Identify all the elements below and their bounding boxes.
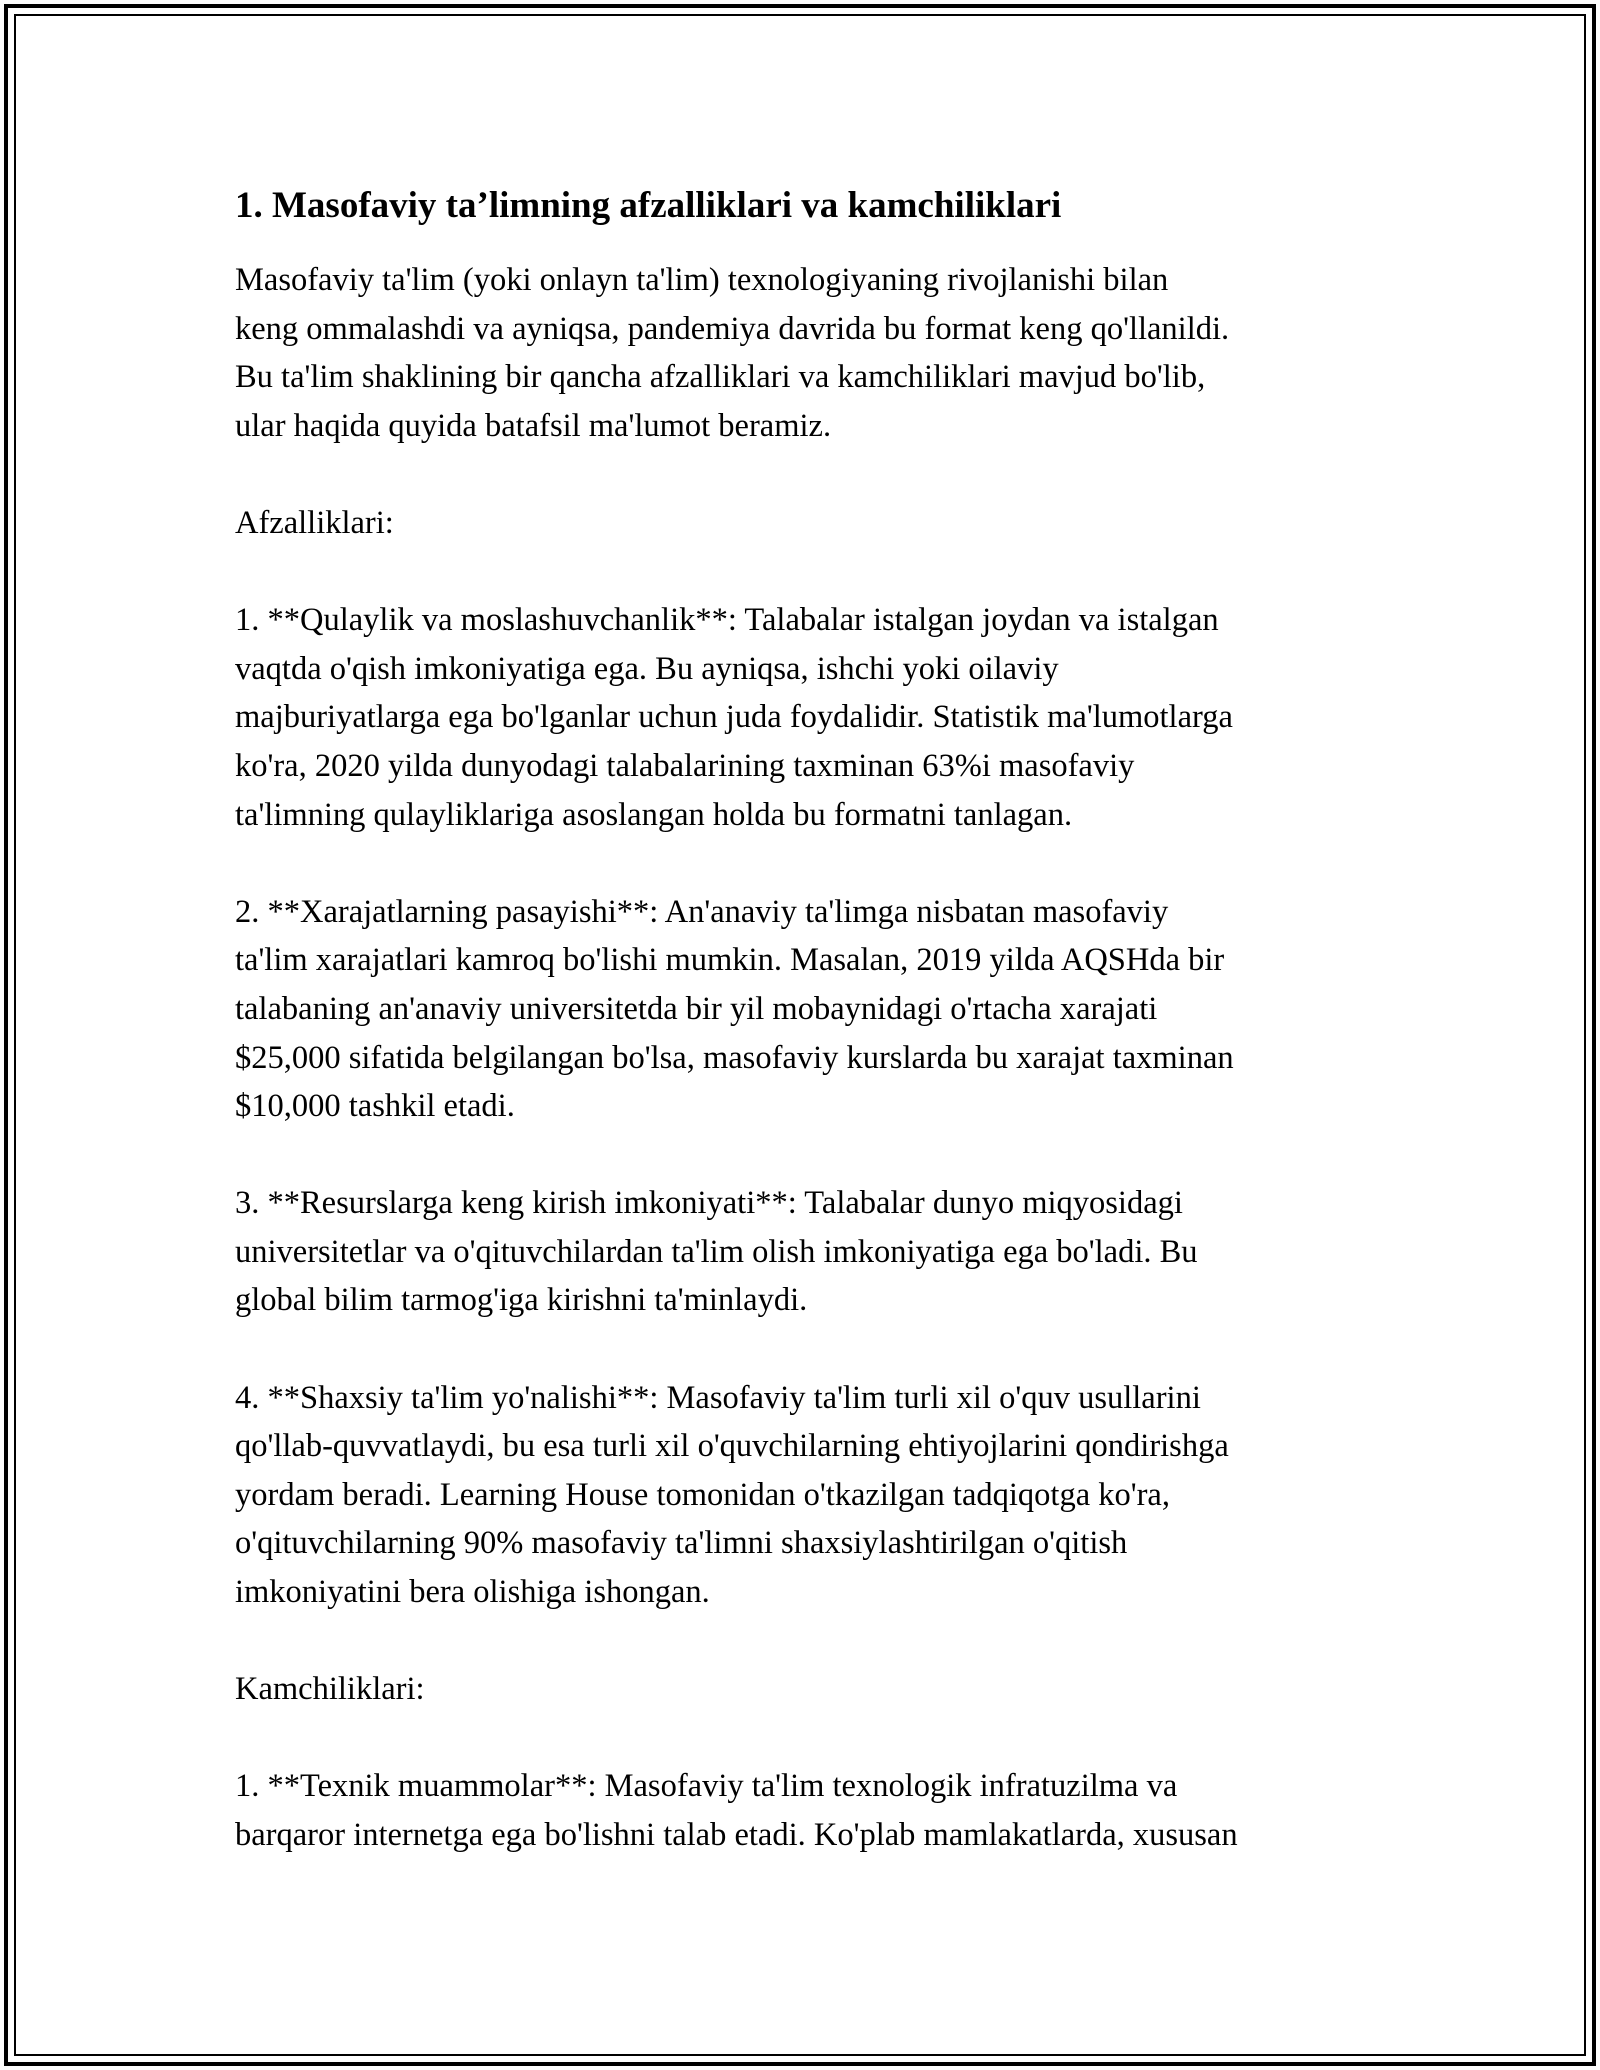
text-line: o'qituvchilarning 90% masofaviy ta'limni shaxsiylashtirilgan o'qitish bbox=[235, 1525, 1128, 1562]
advantage-item-1 bbox=[235, 596, 1385, 839]
text-line: 4. **Shaxsiy ta'lim yo'nalishi**: Masofaviy ta'lim turli xil o'quv usullarini bbox=[235, 1379, 1201, 1416]
text-line: 1. **Texnik muammolar**: Masofaviy ta'lim texnologik infratuzilma va bbox=[235, 1768, 1178, 1805]
text-line: keng ommalashdi va ayniqsa, pandemiya davrida bu format keng qo'llanildi. bbox=[235, 310, 1230, 347]
text-line: yordam beradi. Learning House tomonidan o'tkazilgan tadqiqotga ko'ra, bbox=[235, 1476, 1170, 1513]
text-line: vaqtda o'qish imkoniyatiga ega. Bu ayniqsa, ishchi yoki oilaviy bbox=[235, 650, 1059, 687]
text-line: 1. **Qulaylik va moslashuvchanlik**: Talabalar istalgan joydan va istalgan bbox=[235, 602, 1219, 639]
text-line: ta'lim xarajatlari kamroq bo'lishi mumkin. Masalan, 2019 yilda AQSHda bir bbox=[235, 942, 1225, 979]
text-line: Bu ta'lim shaklining bir qancha afzalliklari va kamchiliklari mavjud bo'lib, bbox=[235, 359, 1206, 396]
text-line: ko'ra, 2020 yilda dunyodagi talabalarining taxminan 63%i masofaviy bbox=[235, 747, 1135, 784]
text-line: qo'llab-quvvatlaydi, bu esa turli xil o'quvchilarning ehtiyojlarini qondirishga bbox=[235, 1428, 1229, 1465]
document-page bbox=[235, 182, 1385, 1908]
intro-paragraph bbox=[235, 256, 1385, 450]
text-line: $10,000 tashkil etadi. bbox=[235, 1088, 515, 1125]
text-line: $25,000 sifatida belgilangan bo'lsa, masofaviy kurslarda bu xarajat taxminan bbox=[235, 1039, 1234, 1076]
text-line: universitetlar va o'qituvchilardan ta'lim olish imkoniyatiga ega bo'ladi. Bu bbox=[235, 1233, 1198, 1270]
disadvantage-item-1 bbox=[235, 1762, 1385, 1859]
text-line: Masofaviy ta'lim (yoki onlayn ta'lim) texnologiyaning rivojlanishi bilan bbox=[235, 262, 1169, 298]
text-line: majburiyatlarga ega bo'lganlar uchun juda foydalidir. Statistik ma'lumotlarga bbox=[235, 699, 1233, 736]
text-line: 2. **Xarajatlarning pasayishi**: An'anaviy ta'limga nisbatan masofaviy bbox=[235, 893, 1169, 930]
text-line: ular haqida quyida batafsil ma'lumot beramiz. bbox=[235, 407, 832, 444]
text-line: global bilim tarmog'iga kirishni ta'minlaydi. bbox=[235, 1282, 808, 1319]
text-line: imkoniyatini bera olishiga ishongan. bbox=[235, 1574, 710, 1611]
text-line: barqaror internetga ega bo'lishni talab etadi. Ko'plab mamlakatlarda, xususan bbox=[235, 1817, 1238, 1853]
disadvantages-title bbox=[235, 1665, 1385, 1714]
text-line: talabaning an'anaviy universitetda bir yil mobaynidagi o'rtacha xarajati bbox=[235, 990, 1158, 1027]
section-label: Afzalliklari: bbox=[235, 504, 394, 541]
advantage-item-2 bbox=[235, 888, 1385, 1131]
text-line: ta'limning qulayliklariga asoslangan holda bu formatni tanlagan. bbox=[235, 796, 1073, 833]
text-line: 3. **Resurslarga keng kirish imkoniyati**: Talabalar dunyo miqyosidagi bbox=[235, 1185, 1183, 1222]
section-label: Kamchiliklari: bbox=[235, 1671, 425, 1708]
advantage-item-3 bbox=[235, 1179, 1385, 1325]
advantages-title bbox=[235, 499, 1385, 548]
document-heading: 1. Masofaviy ta’limning afzalliklari va kamchiliklari bbox=[235, 185, 1062, 226]
advantage-item-4 bbox=[235, 1374, 1385, 1617]
